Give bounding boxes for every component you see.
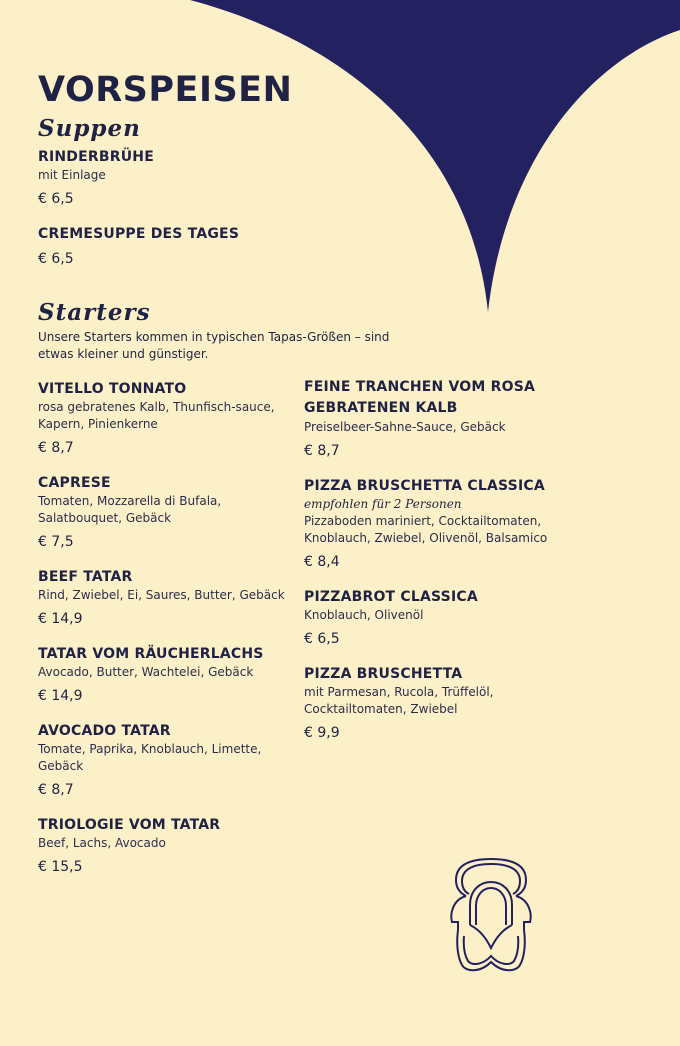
menu-item bbox=[38, 816, 304, 877]
item-description: Beef, Lachs, Avocado bbox=[38, 836, 166, 850]
menu-item bbox=[38, 148, 658, 209]
item-price: € 15,5 bbox=[38, 859, 83, 875]
item-note: empfohlen für 2 Personen bbox=[304, 497, 462, 511]
item-price: € 6,5 bbox=[38, 191, 74, 207]
menu-item bbox=[38, 225, 658, 269]
item-description: Knoblauch, Olivenöl bbox=[304, 608, 424, 622]
item-description: mit Parmesan, Rucola, Trüffelöl, Cocktailtomaten, Zwiebel bbox=[304, 685, 494, 716]
menu-item bbox=[304, 477, 579, 572]
menu-item bbox=[38, 474, 304, 552]
item-name: VITELLO TONNATO bbox=[38, 381, 187, 397]
menu-item bbox=[304, 377, 579, 461]
item-price: € 6,5 bbox=[38, 251, 74, 267]
item-price: € 9,9 bbox=[304, 725, 340, 741]
item-price: € 8,4 bbox=[304, 554, 340, 570]
item-description: Avocado, Butter, Wachtelei, Gebäck bbox=[38, 665, 254, 679]
item-name: PIZZA BRUSCHETTA CLASSICA bbox=[304, 478, 545, 494]
item-name: TATAR VOM RÄUCHERLACHS bbox=[38, 646, 264, 662]
item-description: Tomaten, Mozzarella di Bufala, Salatbouquet, Gebäck bbox=[38, 494, 222, 525]
menu-item bbox=[38, 380, 304, 458]
menu-item bbox=[304, 588, 579, 649]
item-price: € 8,7 bbox=[38, 782, 74, 798]
item-description: Tomate, Paprika, Knoblauch, Limette, Gebäck bbox=[38, 742, 262, 773]
item-price: € 8,7 bbox=[304, 443, 340, 459]
section-title-starters: Starters bbox=[38, 299, 151, 326]
starters-intro: Unsere Starters kommen in typischen Tapas-Größen – sind etwas kleiner und günstiger. bbox=[38, 330, 390, 361]
item-description: Rind, Zwiebel, Ei, Saures, Butter, Gebäck bbox=[38, 588, 285, 602]
suppen-section bbox=[38, 115, 658, 269]
menu-item bbox=[38, 722, 304, 800]
item-description: Preiselbeer-Sahne-Sauce, Gebäck bbox=[304, 420, 506, 434]
starters-right-column bbox=[304, 377, 579, 893]
menu-item bbox=[304, 665, 579, 743]
item-name: CREMESUPPE DES TAGES bbox=[38, 226, 240, 242]
item-price: € 14,9 bbox=[38, 688, 83, 704]
item-price: € 14,9 bbox=[38, 611, 83, 627]
menu-item bbox=[38, 645, 304, 706]
starters-left-column bbox=[38, 380, 304, 893]
menu-page bbox=[38, 68, 658, 893]
item-name: TRIOLOGIE VOM TATAR bbox=[38, 817, 221, 833]
item-name: BEEF TATAR bbox=[38, 569, 133, 585]
item-name: RINDERBRÜHE bbox=[38, 149, 154, 165]
item-description: rosa gebratenes Kalb, Thunfisch-sauce, Kapern, Pinienkerne bbox=[38, 400, 275, 431]
item-price: € 8,7 bbox=[38, 440, 74, 456]
item-description: mit Einlage bbox=[38, 168, 106, 182]
section-title-suppen: Suppen bbox=[38, 115, 141, 142]
item-price: € 7,5 bbox=[38, 534, 74, 550]
item-description: Pizzaboden mariniert, Cocktailtomaten, Knoblauch, Zwiebel, Olivenöl, Balsamico bbox=[304, 514, 548, 545]
menu-item bbox=[38, 568, 304, 629]
page-title: VORSPEISEN bbox=[38, 70, 293, 110]
item-name: PIZZABROT CLASSICA bbox=[304, 589, 478, 605]
item-name: CAPRESE bbox=[38, 475, 111, 491]
item-price: € 6,5 bbox=[304, 631, 340, 647]
item-name: FEINE TRANCHEN VOM ROSA GEBRATENEN KALB bbox=[304, 379, 536, 416]
starters-columns bbox=[38, 380, 658, 893]
item-name: PIZZA BRUSCHETTA bbox=[304, 666, 463, 682]
starters-section bbox=[38, 299, 658, 893]
item-name: AVOCADO TATAR bbox=[38, 723, 171, 739]
